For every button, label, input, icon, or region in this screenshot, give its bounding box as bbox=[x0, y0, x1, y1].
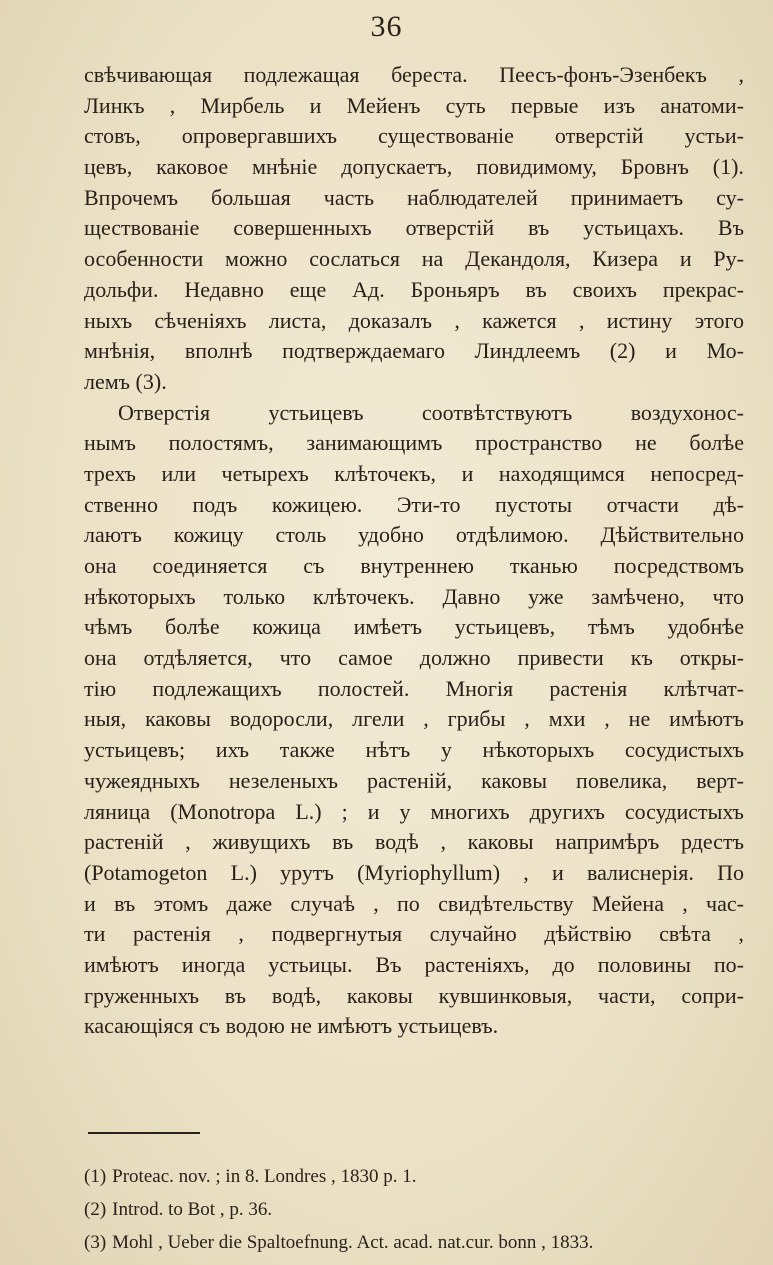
footnote-marker: (1) bbox=[84, 1166, 107, 1187]
text-line bbox=[84, 306, 744, 337]
word: лгели bbox=[352, 706, 405, 732]
word: лаютъ bbox=[84, 522, 142, 548]
word: болѣе bbox=[689, 430, 744, 456]
word: устьи- bbox=[684, 123, 744, 149]
word: внутреннею bbox=[360, 553, 474, 578]
word: подъ bbox=[192, 491, 238, 517]
word: Давно bbox=[442, 583, 501, 609]
word: дѣ- bbox=[713, 491, 744, 517]
word: растеній, bbox=[367, 767, 453, 793]
word: трехъ bbox=[84, 460, 136, 486]
body-text bbox=[84, 60, 744, 1042]
word: что bbox=[712, 583, 744, 609]
word: Бровнъ bbox=[620, 154, 689, 180]
word: откры- bbox=[679, 645, 744, 671]
word: и bbox=[367, 798, 380, 824]
word: ихъ bbox=[215, 737, 250, 763]
word: (Myriophyllum) bbox=[357, 859, 501, 885]
word: кажется bbox=[482, 307, 557, 333]
word: (Monotropa bbox=[170, 798, 276, 824]
word: еще bbox=[289, 276, 327, 302]
word: свѣта bbox=[659, 921, 711, 947]
word: , bbox=[185, 829, 191, 855]
word: Въ bbox=[375, 951, 402, 977]
word: въ bbox=[528, 215, 550, 241]
word: отдѣляется, bbox=[143, 645, 253, 671]
word: и bbox=[679, 246, 692, 272]
text-line bbox=[84, 950, 744, 981]
word: большая bbox=[211, 184, 291, 210]
word: напримѣръ bbox=[555, 829, 660, 855]
word: тію bbox=[84, 675, 117, 701]
word: ныя, bbox=[84, 706, 127, 732]
word: съ bbox=[198, 1013, 221, 1039]
text-line bbox=[84, 60, 744, 91]
word: часть bbox=[323, 184, 375, 210]
word: нѣкоторыхъ bbox=[84, 583, 196, 609]
text-line bbox=[84, 551, 744, 582]
word: въ bbox=[525, 276, 547, 302]
word: этого bbox=[694, 307, 744, 333]
text-line bbox=[84, 91, 744, 122]
word: устьицахъ. bbox=[583, 215, 684, 241]
text-line bbox=[84, 367, 744, 398]
word: Линкъ bbox=[84, 92, 145, 118]
word: груженныхъ bbox=[84, 982, 199, 1008]
word: повелика, bbox=[576, 767, 668, 793]
word: каковы bbox=[467, 829, 534, 855]
word: Въ bbox=[717, 215, 744, 241]
word: час- bbox=[706, 890, 744, 916]
word: и bbox=[552, 859, 564, 885]
word: клѣточекъ, bbox=[334, 460, 437, 486]
word: берестa. bbox=[391, 62, 468, 87]
text-line bbox=[84, 490, 744, 521]
word: посредствомъ bbox=[613, 553, 744, 578]
text-line bbox=[84, 612, 744, 643]
word: и bbox=[665, 338, 677, 364]
word: воздухонос- bbox=[630, 399, 744, 425]
word: въ bbox=[332, 829, 354, 855]
word: сосудистыхъ bbox=[624, 798, 744, 824]
word: чужеядныхъ bbox=[84, 767, 200, 793]
word: пространство bbox=[475, 430, 603, 456]
word: Кизера bbox=[592, 246, 659, 272]
word: листа, bbox=[268, 307, 327, 333]
word: отчасти bbox=[606, 491, 679, 517]
word: растеній bbox=[84, 829, 164, 855]
word: случайно bbox=[429, 921, 517, 947]
word: лемъ bbox=[84, 368, 131, 394]
word: кожицею. bbox=[271, 491, 363, 517]
word: ; bbox=[341, 798, 348, 824]
word: Мейенъ bbox=[346, 92, 421, 118]
word: четырехъ bbox=[221, 460, 309, 486]
word: или bbox=[161, 460, 196, 486]
text-line bbox=[84, 183, 744, 214]
text-line bbox=[84, 797, 744, 828]
word: Ру- bbox=[713, 246, 744, 272]
word: Декандоля, bbox=[465, 246, 571, 272]
word: ществованіе bbox=[84, 215, 200, 241]
word: растеніяхъ, bbox=[424, 951, 530, 977]
word: она bbox=[84, 553, 117, 578]
word: , bbox=[238, 921, 244, 947]
word: суть bbox=[445, 92, 486, 118]
word: удобно bbox=[358, 522, 424, 548]
word: на bbox=[421, 246, 444, 272]
footnote-text: Proteac. nov. ; in 8. Londres , 1830 p. 1. bbox=[112, 1166, 417, 1187]
word: клѣтчат- bbox=[663, 675, 744, 701]
word: ти bbox=[84, 921, 106, 947]
word: уже bbox=[528, 583, 564, 609]
text-line bbox=[84, 704, 744, 735]
word: водою bbox=[225, 1013, 285, 1039]
text-line bbox=[84, 674, 744, 705]
word: Броньяръ bbox=[410, 276, 500, 302]
word: имѣютъ bbox=[317, 1013, 393, 1039]
text-line bbox=[84, 981, 744, 1012]
word: Ад. bbox=[352, 276, 385, 302]
word: устьицевъ, bbox=[454, 614, 556, 640]
word: полостямъ, bbox=[168, 430, 274, 456]
word: каковое bbox=[156, 154, 229, 180]
word: устьицевъ bbox=[268, 399, 364, 425]
word: имѣетъ bbox=[353, 614, 423, 640]
word: Эти-то bbox=[396, 491, 461, 517]
word: половины bbox=[597, 951, 691, 977]
word: (Potamogeton bbox=[84, 859, 208, 885]
word: растенія bbox=[132, 921, 211, 947]
word: замѣчено, bbox=[591, 583, 685, 609]
text-line bbox=[84, 766, 744, 797]
word: Мейена bbox=[591, 890, 664, 916]
word: L.) bbox=[295, 798, 322, 824]
word: и bbox=[461, 460, 474, 486]
word: , bbox=[578, 307, 585, 333]
text-line bbox=[84, 520, 744, 551]
text-line bbox=[84, 121, 744, 152]
word: самое bbox=[338, 645, 393, 671]
word: въ bbox=[224, 982, 247, 1008]
word: каковы bbox=[346, 982, 413, 1008]
word: урутъ bbox=[280, 859, 334, 885]
footnote-text: Mohl , Ueber die Spaltoefnung. Act. acad. nat.cur. bonn , 1833. bbox=[112, 1232, 594, 1253]
word: , bbox=[454, 307, 460, 333]
footnote-marker: (3) bbox=[84, 1232, 107, 1253]
word: устьицевъ. bbox=[397, 1013, 499, 1039]
word: что bbox=[279, 645, 312, 671]
word: дольфи. bbox=[84, 276, 159, 302]
word: подтверждаемаго bbox=[282, 338, 445, 364]
word: Пеесъ-фонъ-Эзенбекъ bbox=[499, 62, 707, 87]
text-line bbox=[84, 858, 744, 889]
text-line bbox=[84, 1011, 744, 1042]
word: до bbox=[552, 951, 575, 977]
word: только bbox=[223, 583, 286, 609]
word: , bbox=[523, 859, 529, 885]
word: первые bbox=[510, 92, 579, 118]
word: изъ bbox=[603, 92, 636, 118]
text-line bbox=[84, 643, 744, 674]
word: L.) bbox=[230, 859, 257, 885]
text-line bbox=[84, 336, 744, 367]
word: валиснерія. bbox=[587, 859, 694, 885]
word: мхи bbox=[548, 706, 586, 732]
text-line bbox=[84, 582, 744, 613]
text-line bbox=[84, 919, 744, 950]
word: другихъ bbox=[529, 798, 605, 824]
word: нѣтъ bbox=[365, 737, 411, 763]
text-line bbox=[84, 244, 744, 275]
word: занимающимъ bbox=[306, 430, 443, 456]
footnote-divider bbox=[88, 1132, 200, 1134]
word: клѣточекъ. bbox=[312, 583, 415, 609]
word: Дѣйствительно bbox=[600, 522, 744, 548]
word: , bbox=[682, 890, 688, 916]
word: свидѣтельству bbox=[438, 890, 574, 916]
word: наблюдателей bbox=[407, 184, 538, 210]
word: не bbox=[290, 1013, 312, 1039]
word: , bbox=[738, 921, 744, 947]
text-line bbox=[84, 889, 744, 920]
word: не bbox=[635, 430, 657, 456]
word: По bbox=[717, 859, 744, 885]
word: подлежащихъ bbox=[152, 675, 282, 701]
word: можно bbox=[225, 246, 288, 272]
word: водѣ, bbox=[271, 982, 322, 1008]
word: анатоми- bbox=[660, 92, 744, 118]
word: су- bbox=[716, 184, 744, 210]
word: мнѣнія, bbox=[84, 338, 156, 364]
word: въ bbox=[114, 890, 136, 916]
word: должно bbox=[419, 645, 491, 671]
word: отдѣлимою. bbox=[455, 522, 569, 548]
word: нѣкоторыхъ bbox=[482, 737, 595, 763]
word: привести bbox=[517, 645, 604, 671]
word: Мирбель bbox=[200, 92, 285, 118]
word: Недавно bbox=[184, 276, 264, 302]
word: удобнѣе bbox=[667, 614, 744, 640]
word: верт- bbox=[696, 767, 744, 793]
word: части, bbox=[598, 982, 656, 1008]
footnote bbox=[84, 1226, 764, 1259]
word: по bbox=[397, 890, 420, 916]
text-line bbox=[84, 275, 744, 306]
footnote bbox=[84, 1160, 764, 1193]
word: , bbox=[169, 92, 176, 118]
word: повидимому, bbox=[476, 154, 597, 180]
word: болѣе bbox=[165, 614, 220, 640]
footnotes bbox=[84, 1160, 764, 1259]
word: устьицевъ; bbox=[84, 737, 186, 763]
word: опровергавшихъ bbox=[181, 123, 338, 149]
word: кожица bbox=[252, 614, 321, 640]
word: , bbox=[423, 706, 429, 732]
word: растенія bbox=[549, 675, 628, 701]
word: принимаетъ bbox=[570, 184, 684, 210]
word: не bbox=[628, 706, 651, 732]
word: даже bbox=[226, 890, 273, 916]
word: стовъ, bbox=[84, 123, 141, 149]
word: прекрас- bbox=[662, 276, 744, 302]
word: водоросли, bbox=[229, 706, 334, 732]
word: ственно bbox=[84, 491, 158, 517]
word: (1). bbox=[712, 154, 744, 180]
word: грибы bbox=[447, 706, 506, 732]
word: каковы bbox=[481, 767, 548, 793]
word: , bbox=[738, 62, 744, 87]
word: подлежащая bbox=[243, 62, 360, 87]
word: столь bbox=[275, 522, 327, 548]
word: , bbox=[373, 890, 379, 916]
word: Линдлеемъ bbox=[474, 338, 581, 364]
word: каковы bbox=[145, 706, 211, 732]
word: кожицу bbox=[173, 522, 244, 548]
word: у bbox=[440, 737, 452, 763]
word: цевъ, bbox=[84, 154, 133, 180]
word: иногда bbox=[181, 951, 246, 977]
word: полостей. bbox=[317, 675, 410, 701]
word: кувшинковыя, bbox=[438, 982, 573, 1008]
word: многихъ bbox=[430, 798, 510, 824]
word: мнѣніе bbox=[252, 154, 318, 180]
word: (2) bbox=[609, 338, 636, 364]
word: касающіяся bbox=[84, 1013, 194, 1039]
word: доказалъ bbox=[348, 307, 433, 333]
word: дѣйствію bbox=[544, 921, 632, 947]
footnote-text: Introd. to Bot , p. 36. bbox=[112, 1199, 273, 1220]
word: непосред- bbox=[650, 460, 744, 486]
footnote bbox=[84, 1193, 764, 1226]
word: живущихъ bbox=[212, 829, 311, 855]
text-line bbox=[84, 152, 744, 183]
word: , bbox=[524, 706, 530, 732]
text-line bbox=[84, 459, 744, 490]
word: истину bbox=[606, 307, 673, 333]
word: съ bbox=[303, 553, 325, 578]
word: вполнѣ bbox=[184, 338, 253, 364]
word: она bbox=[84, 645, 117, 671]
word: случаѣ bbox=[290, 890, 355, 916]
word: имѣютъ bbox=[84, 951, 159, 977]
text-line bbox=[84, 398, 744, 429]
word: незеленыхъ bbox=[228, 767, 338, 793]
word: этомъ bbox=[153, 890, 209, 916]
word: Многія bbox=[445, 675, 514, 701]
word: къ bbox=[630, 645, 653, 671]
word: отверстій bbox=[554, 123, 644, 149]
word: , bbox=[604, 706, 610, 732]
word: ныхъ bbox=[84, 307, 133, 333]
word: нымъ bbox=[84, 430, 136, 456]
word: свѣчивающая bbox=[84, 62, 213, 87]
word: ляница bbox=[84, 798, 151, 824]
word: пустоты bbox=[495, 491, 572, 517]
word: сопри- bbox=[681, 982, 744, 1008]
word: Отверстія bbox=[118, 399, 211, 425]
word: сосудистыхъ bbox=[624, 737, 744, 763]
word: у bbox=[399, 798, 411, 824]
word: подвергнутыя bbox=[271, 921, 403, 947]
word: тканью bbox=[509, 553, 578, 578]
word: совершенныхъ bbox=[233, 215, 372, 241]
word: сѣченіяхъ bbox=[154, 307, 247, 333]
word: отверстій bbox=[405, 215, 495, 241]
word: устьицы. bbox=[268, 951, 353, 977]
word: соединяется bbox=[152, 553, 268, 578]
word: допускаетъ, bbox=[341, 154, 453, 180]
word: чѣмъ bbox=[84, 614, 133, 640]
page-number: 36 bbox=[370, 10, 403, 43]
footnote-marker: (2) bbox=[84, 1199, 107, 1220]
word: , bbox=[440, 829, 446, 855]
word: по- bbox=[713, 951, 744, 977]
word: Мо- bbox=[706, 338, 744, 364]
word: Впрочемъ bbox=[84, 184, 179, 210]
word: своихъ bbox=[572, 276, 637, 302]
word: водѣ bbox=[374, 829, 419, 855]
text-line bbox=[84, 735, 744, 766]
word: (3). bbox=[135, 368, 167, 394]
word: также bbox=[279, 737, 335, 763]
text-line bbox=[84, 827, 744, 858]
word: и bbox=[309, 92, 322, 118]
word: находящимся bbox=[498, 460, 625, 486]
word: имѣютъ bbox=[669, 706, 744, 732]
word: соотвѣтствуютъ bbox=[421, 399, 573, 425]
word: особенности bbox=[84, 246, 204, 272]
text-line bbox=[84, 213, 744, 244]
word: и bbox=[84, 890, 96, 916]
word: рдестъ bbox=[680, 829, 744, 855]
text-line bbox=[84, 428, 744, 459]
word: существованіе bbox=[378, 123, 514, 149]
word: тѣмъ bbox=[587, 614, 635, 640]
word: сослаться bbox=[309, 246, 400, 272]
